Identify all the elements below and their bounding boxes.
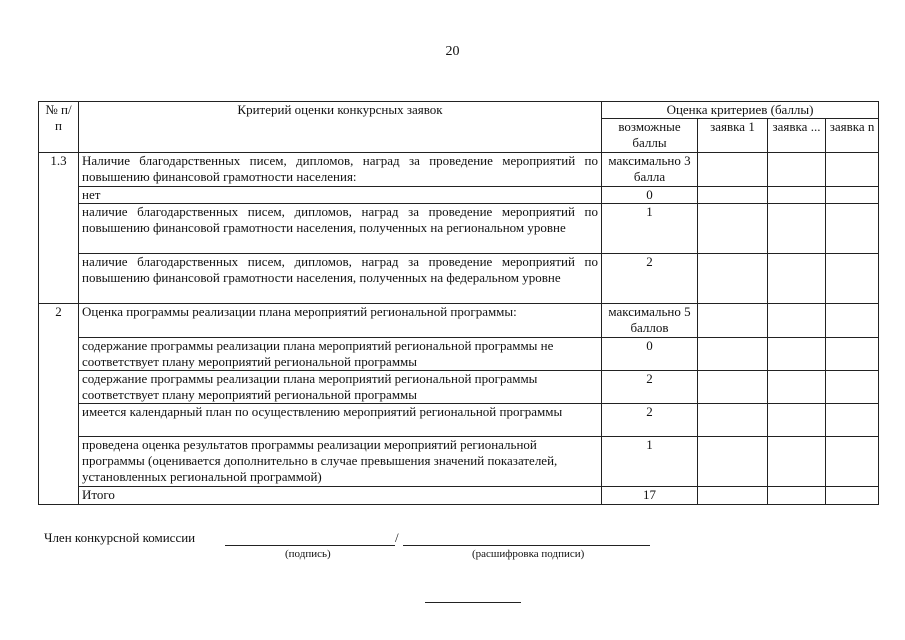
score-cell: 2 [602, 404, 698, 437]
header-app-dots: заявка ... [768, 119, 826, 153]
header-app-n: заявка n [826, 119, 879, 153]
score-cell: максимально 3 балла [602, 153, 698, 187]
criterion-text: имеется календарный план по осуществлению мероприятий региональной программы [79, 404, 602, 437]
header-evaluation: Оценка критериев (баллы) [602, 102, 879, 119]
app-dots-cell [768, 371, 826, 404]
signature-line [225, 545, 395, 546]
score-cell: 2 [602, 371, 698, 404]
page-number: 20 [445, 44, 460, 59]
app-n-cell [826, 153, 879, 187]
app-1-cell [698, 338, 768, 371]
app-1-cell [698, 254, 768, 304]
table-row-total [39, 487, 879, 505]
table-row [39, 153, 879, 187]
score-cell: 0 [602, 338, 698, 371]
decoding-caption: (расшифровка подписи) [472, 548, 585, 560]
header-criterion: Критерий оценки конкурсных заявок [79, 102, 602, 153]
table-row [39, 204, 879, 254]
app-dots-cell [768, 437, 826, 487]
criteria-table [38, 101, 879, 505]
score-cell: 2 [602, 254, 698, 304]
table-header-row [39, 102, 879, 119]
criterion-text: наличие благодарственных писем, дипломов, наград за проведение мероприятий по повышению финансовой грамотности населения, полученных на федеральном уровне [79, 254, 602, 304]
app-1-cell [698, 204, 768, 254]
app-n-cell [826, 204, 879, 254]
app-1-cell [698, 437, 768, 487]
app-n-cell [826, 187, 879, 204]
app-1-cell [698, 304, 768, 338]
app-dots-cell [768, 487, 826, 505]
header-possible: возможные баллы [602, 119, 698, 153]
table-row [39, 437, 879, 487]
app-dots-cell [768, 404, 826, 437]
score-cell: максимально 5 баллов [602, 304, 698, 338]
app-dots-cell [768, 304, 826, 338]
total-score: 17 [602, 487, 698, 505]
table-row [39, 338, 879, 371]
criterion-text: нет [79, 187, 602, 204]
app-n-cell [826, 254, 879, 304]
app-n-cell [826, 338, 879, 371]
criterion-text: проведена оценка результатов программы реализации мероприятий региональной программы (оценивается дополнительно в случае превышения значений показателей, установленных региональной программой) [79, 437, 602, 487]
app-n-cell [826, 487, 879, 505]
score-cell: 1 [602, 437, 698, 487]
app-n-cell [826, 437, 879, 487]
criterion-text: содержание программы реализации плана мероприятий региональной программы не соответствует плану мероприятий региональной программы [79, 338, 602, 371]
signature-caption: (подпись) [285, 548, 331, 560]
table-row [39, 371, 879, 404]
bottom-rule [425, 602, 521, 603]
app-1-cell [698, 153, 768, 187]
header-app-1: заявка 1 [698, 119, 768, 153]
app-dots-cell [768, 153, 826, 187]
row-num: 1.3 [39, 153, 79, 304]
table-row [39, 304, 879, 338]
app-dots-cell [768, 338, 826, 371]
criterion-text: содержание программы реализации плана мероприятий региональной программы соответствует плану мероприятий региональной программы [79, 371, 602, 404]
app-n-cell [826, 404, 879, 437]
commission-member-label: Член конкурсной комиссии [44, 530, 196, 545]
app-n-cell [826, 304, 879, 338]
table-row [39, 254, 879, 304]
criterion-text: Наличие благодарственных писем, дипломов, наград за проведение мероприятий по повышению финансовой грамотности населения: [79, 153, 602, 187]
criterion-text: наличие благодарственных писем, дипломов, наград за проведение мероприятий по повышению финансовой грамотности населения, полученных на региональном уровне [79, 204, 602, 254]
table-row [39, 404, 879, 437]
table-row [39, 187, 879, 204]
row-num: 2 [39, 304, 79, 505]
score-cell: 0 [602, 187, 698, 204]
score-cell: 1 [602, 204, 698, 254]
app-dots-cell [768, 187, 826, 204]
app-dots-cell [768, 254, 826, 304]
app-n-cell [826, 371, 879, 404]
app-1-cell [698, 404, 768, 437]
total-label: Итого [79, 487, 602, 505]
criterion-text: Оценка программы реализации плана мероприятий региональной программы: [79, 304, 602, 338]
app-1-cell [698, 371, 768, 404]
signature-decoding-line [403, 545, 650, 546]
app-dots-cell [768, 204, 826, 254]
app-1-cell [698, 187, 768, 204]
signature-slash: / [395, 530, 399, 545]
app-1-cell [698, 487, 768, 505]
header-num: № п/п [39, 102, 79, 153]
